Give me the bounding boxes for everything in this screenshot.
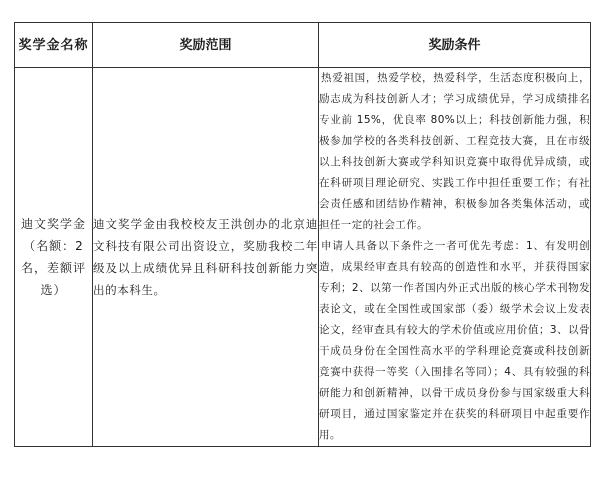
scholarship-table bbox=[14, 22, 591, 447]
award-scope-cell: 迪文奖学金由我校校友王洪创办的北京迪文科技有限公司出资设立，奖励我校二年级及以上成绩优异且科研科技创新能力突出的本科生。 bbox=[93, 68, 319, 447]
table-row bbox=[15, 68, 591, 447]
conditions-priority-paragraph: 申请人具备以下条件之一者可优先考虑：1、有发明创造，成果经审查具有较高的创造性和水平，并获得国家专利；2、以第一作者国内外正式出版的核心学术刊物发表论文，或在全国性或国家部（委）级学术会议上发表论文，经审查具有较大的学术价值或应用价值；3、以骨干成员身份在全国性高水平的学科理论竞赛或科技创新竞赛中获得一等奖（入围排名等同）；4、具有较强的科研能力和创新精神，以骨干成员身份参与国家级重大科研项目，通过国家鉴定并在获奖的科研项目中起重要作用。 bbox=[319, 240, 590, 441]
table-header-row bbox=[15, 23, 591, 68]
header-scholarship-name: 奖学金名称 bbox=[15, 23, 93, 68]
conditions-basic-paragraph: 热爱祖国，热爱学校，热爱科学，生活态度积极向上，励志成为科技创新人才；学习成绩优异，学习成绩排名专业前 15%，优良率 80%以上；科技创新能力强，积极参加学校的各类科技创新、工程竞技大赛，且在市级以上科技创新大赛或学科知识竞赛中取得优异成绩，或在科研项目理论研究、实践工作中担任重要工作；有社会责任感和团结协作精神，积极参加各类集体活动，或担任一定的社会工作。 bbox=[319, 72, 590, 231]
header-award-conditions: 奖励条件 bbox=[319, 23, 591, 68]
header-award-scope: 奖励范围 bbox=[93, 23, 319, 68]
scholarship-name-cell: 迪文奖学金（名额：2名，差额评选） bbox=[15, 68, 93, 447]
award-conditions-cell bbox=[319, 68, 591, 447]
